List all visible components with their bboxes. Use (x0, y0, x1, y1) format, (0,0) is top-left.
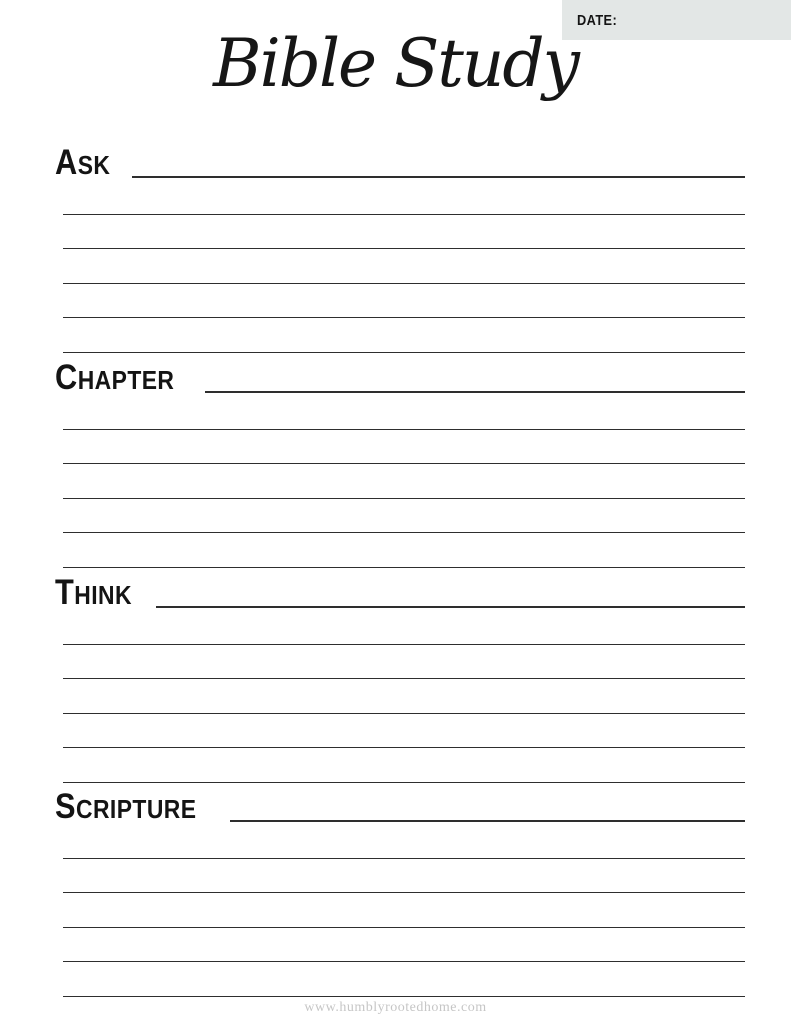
section-heading-ask: ASK (55, 143, 111, 182)
ruled-line (63, 249, 745, 284)
section-think (55, 570, 745, 783)
section-heading-row (55, 570, 745, 610)
ruled-lines-think (63, 610, 745, 783)
ruled-line (63, 180, 745, 215)
ruled-line (63, 533, 745, 568)
heading-underline (205, 391, 745, 393)
ruled-line (63, 859, 745, 894)
heading-underline (132, 176, 745, 178)
section-heading-row (55, 140, 745, 180)
section-heading-think: THINK (55, 573, 132, 612)
footer-url: www.humblyrootedhome.com (304, 1000, 487, 1015)
section-ask (55, 140, 745, 353)
ruled-line (63, 430, 745, 465)
ruled-line (63, 395, 745, 430)
ruled-lines-ask (63, 180, 745, 353)
ruled-lines-chapter (63, 395, 745, 568)
ruled-line (63, 893, 745, 928)
section-chapter (55, 355, 745, 568)
ruled-lines-scripture (63, 824, 745, 997)
ruled-line (63, 824, 745, 859)
section-scripture (55, 784, 745, 997)
ruled-line (63, 645, 745, 680)
section-heading-scripture: SCRIPTURE (55, 787, 197, 826)
ruled-line (63, 679, 745, 714)
ruled-line (63, 464, 745, 499)
section-heading-row (55, 355, 745, 395)
heading-underline (156, 606, 745, 608)
ruled-line (63, 499, 745, 534)
ruled-line (63, 610, 745, 645)
ruled-line (63, 928, 745, 963)
ruled-line (63, 284, 745, 319)
date-label: DATE: (577, 11, 618, 29)
ruled-line (63, 714, 745, 749)
ruled-line (63, 962, 745, 997)
heading-underline (230, 820, 745, 822)
ruled-line (63, 318, 745, 353)
ruled-line (63, 215, 745, 250)
section-heading-chapter: CHAPTER (55, 358, 175, 397)
section-heading-row (55, 784, 745, 824)
page-title: Bible Study (213, 25, 578, 102)
ruled-line (63, 748, 745, 783)
